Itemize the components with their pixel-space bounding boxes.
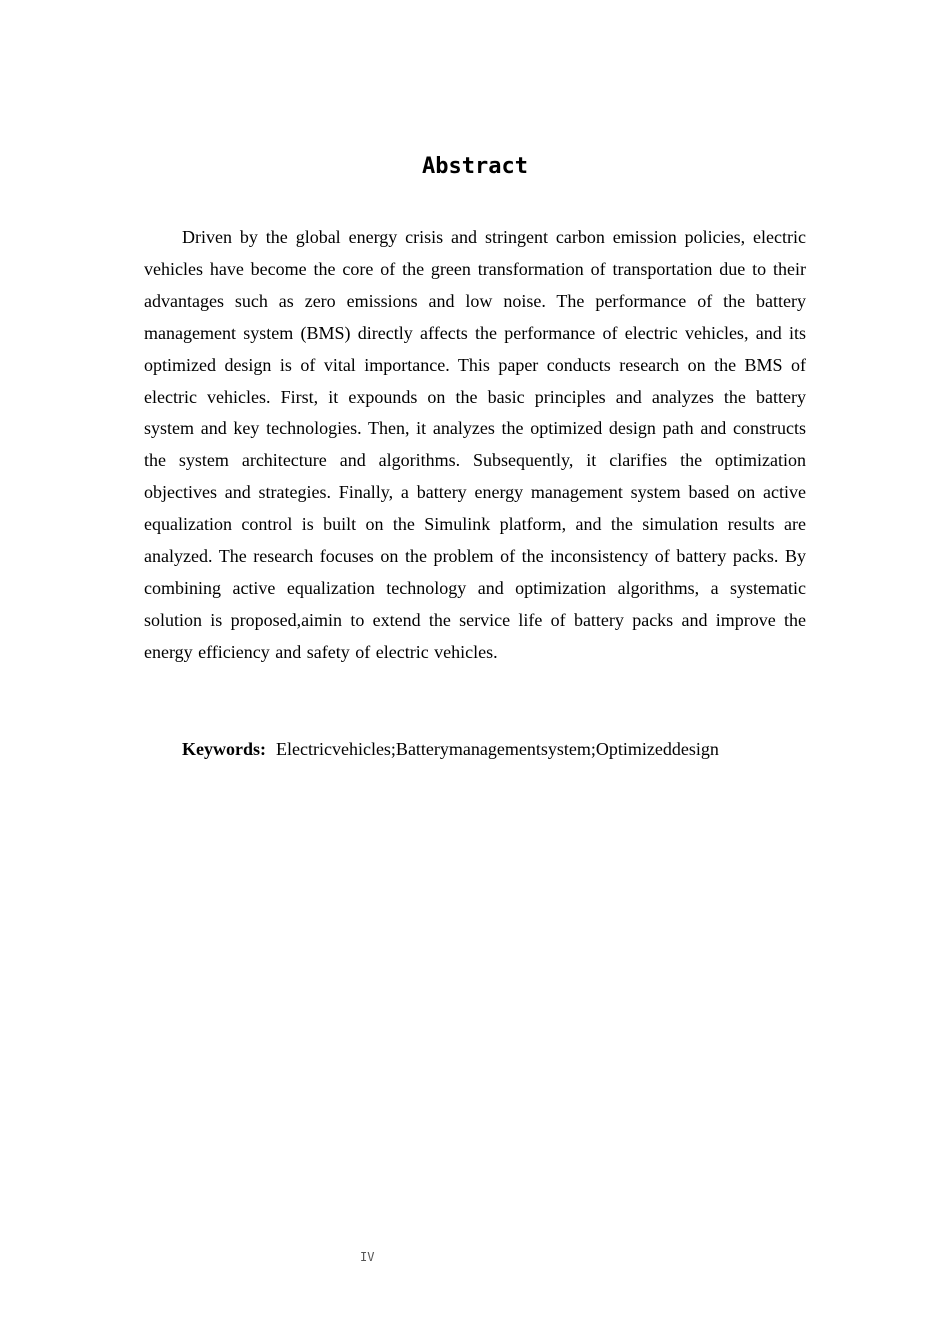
page-number: IV <box>360 1250 375 1264</box>
keywords-value: Electricvehicles;Batterymanagementsystem;Optimizeddesign <box>276 739 719 759</box>
abstract-body: Driven by the global energy crisis and stringent carbon emission policies, electric vehicles have become the core of the green transformation of transportation due to their advantages such as zero emissions and low noise. The performance of the battery management system (BMS) directly affects the performance of electric vehicles, and its optimized design is of vital importance. This paper conducts research on the BMS of electric vehicles. First, it expounds on the basic principles and analyzes the battery system and key technologies. Then, it analyzes the optimized design path and constructs the system architecture and algorithms. Subsequently, it clarifies the optimization objectives and strategies. Finally, a battery energy management system based on active equalization control is built on the Simulink platform, and the simulation results are analyzed. The research focuses on the problem of the inconsistency of battery packs. By combining active equalization technology and optimization algorithms, a systematic solution is proposed,aimin to extend the service life of battery packs and improve the energy efficiency and safety of electric vehicles. <box>144 227 806 662</box>
keywords-label: Keywords: <box>182 739 266 759</box>
keywords-line <box>144 733 806 765</box>
abstract-title: Abstract <box>422 154 528 179</box>
